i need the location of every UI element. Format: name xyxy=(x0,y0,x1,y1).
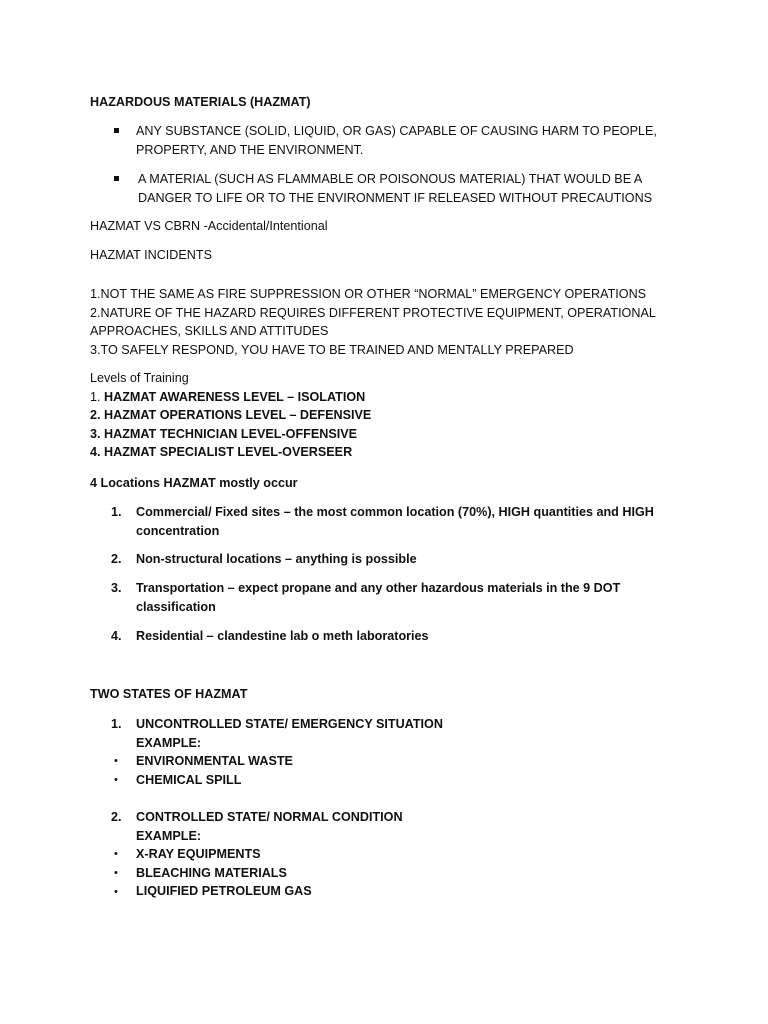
state-uncontrolled-label: UNCONTROLLED STATE/ EMERGENCY SITUATION xyxy=(136,717,443,731)
state-controlled-example: EXAMPLE: xyxy=(136,828,202,843)
state-1-number: 1. xyxy=(111,717,122,731)
location-item-2 xyxy=(136,550,688,569)
location-2-line1: Non-structural locations – anything is possible xyxy=(136,552,417,566)
state-controlled xyxy=(136,808,688,901)
location-1-number: 1. xyxy=(111,505,122,519)
training-item-4: 4. HAZMAT SPECIALIST LEVEL-OVERSEER xyxy=(90,445,353,460)
document-title: HAZARDOUS MATERIALS (HAZMAT) xyxy=(90,95,311,109)
location-3-line1: Transportation – expect propane and any other hazardous materials in the 9 DOT xyxy=(136,581,621,595)
state-controlled-label: CONTROLLED STATE/ NORMAL CONDITION xyxy=(136,810,403,824)
training-levels xyxy=(90,369,688,462)
controlled-example-3: LIQUIFIED PETROLEUM GAS xyxy=(136,884,312,899)
incidents-heading: HAZMAT INCIDENTS xyxy=(90,248,212,262)
training-item-1-label: HAZMAT AWARENESS LEVEL – ISOLATION xyxy=(104,389,366,404)
state-uncontrolled xyxy=(136,715,688,789)
training-item-3: 3. HAZMAT TECHNICIAN LEVEL-OFFENSIVE xyxy=(90,426,358,441)
bullet-dot-icon: • xyxy=(114,867,118,879)
hazmat-vs-cbrn: HAZMAT VS CBRN -Accidental/Intentional xyxy=(90,219,328,233)
location-3-number: 3. xyxy=(111,581,122,595)
training-item-1 xyxy=(90,388,688,407)
location-1-line2: concentration xyxy=(136,523,220,538)
state-uncontrolled-example: EXAMPLE: xyxy=(136,735,202,750)
bullet-dot-icon: • xyxy=(114,774,118,786)
incident-3: 3.TO SAFELY RESPOND, YOU HAVE TO BE TRAINED AND MENTALLY PREPARED xyxy=(90,342,574,357)
location-item-3 xyxy=(136,579,688,616)
training-heading: Levels of Training xyxy=(90,371,189,385)
controlled-example-1: X-RAY EQUIPMENTS xyxy=(136,847,261,862)
incidents-list xyxy=(90,285,688,359)
definition-2: A MATERIAL (SUCH AS FLAMMABLE OR POISONOUS MATERIAL) THAT WOULD BE A DANGER TO LIFE OR TO THE ENVIRONMENT IF RELEASED WITHOUT PRECAUTIONS xyxy=(138,172,653,205)
location-4-line1: Residential – clandestine lab o meth laboratories xyxy=(136,629,429,643)
location-1-line1: Commercial/ Fixed sites – the most common location (70%), HIGH quantities and HIGH xyxy=(136,505,654,519)
bullet-dot-icon: • xyxy=(114,848,118,860)
square-bullet-icon xyxy=(114,176,119,181)
controlled-example-2: BLEACHING MATERIALS xyxy=(136,865,287,880)
incident-2a: 2.NATURE OF THE HAZARD REQUIRES DIFFERENT PROTECTIVE EQUIPMENT, OPERATIONAL xyxy=(90,305,656,320)
bullet-dot-icon: • xyxy=(114,886,118,898)
state-2-number: 2. xyxy=(111,810,122,824)
uncontrolled-example-1: ENVIRONMENTAL WASTE xyxy=(136,754,293,769)
states-heading: TWO STATES OF HAZMAT xyxy=(90,687,248,701)
incident-2b: APPROACHES, SKILLS AND ATTITUDES xyxy=(90,324,329,339)
square-bullet-icon xyxy=(114,128,119,133)
location-4-number: 4. xyxy=(111,629,122,643)
location-item-1 xyxy=(136,503,688,540)
training-item-1-number: 1. xyxy=(90,389,105,404)
training-item-2: 2. HAZMAT OPERATIONS LEVEL – DEFENSIVE xyxy=(90,408,372,423)
definition-1: ANY SUBSTANCE (SOLID, LIQUID, OR GAS) CAPABLE OF CAUSING HARM TO PEOPLE, PROPERTY, AND THE ENVIRONMENT. xyxy=(136,124,657,157)
location-3-line2: classification xyxy=(136,599,216,614)
location-2-number: 2. xyxy=(111,552,122,566)
uncontrolled-example-2: CHEMICAL SPILL xyxy=(136,772,242,787)
incident-1: 1.NOT THE SAME AS FIRE SUPPRESSION OR OTHER “NORMAL” EMERGENCY OPERATIONS xyxy=(90,287,647,301)
locations-heading: 4 Locations HAZMAT mostly occur xyxy=(90,476,298,490)
bullet-dot-icon: • xyxy=(114,755,118,767)
location-item-4 xyxy=(136,627,688,646)
